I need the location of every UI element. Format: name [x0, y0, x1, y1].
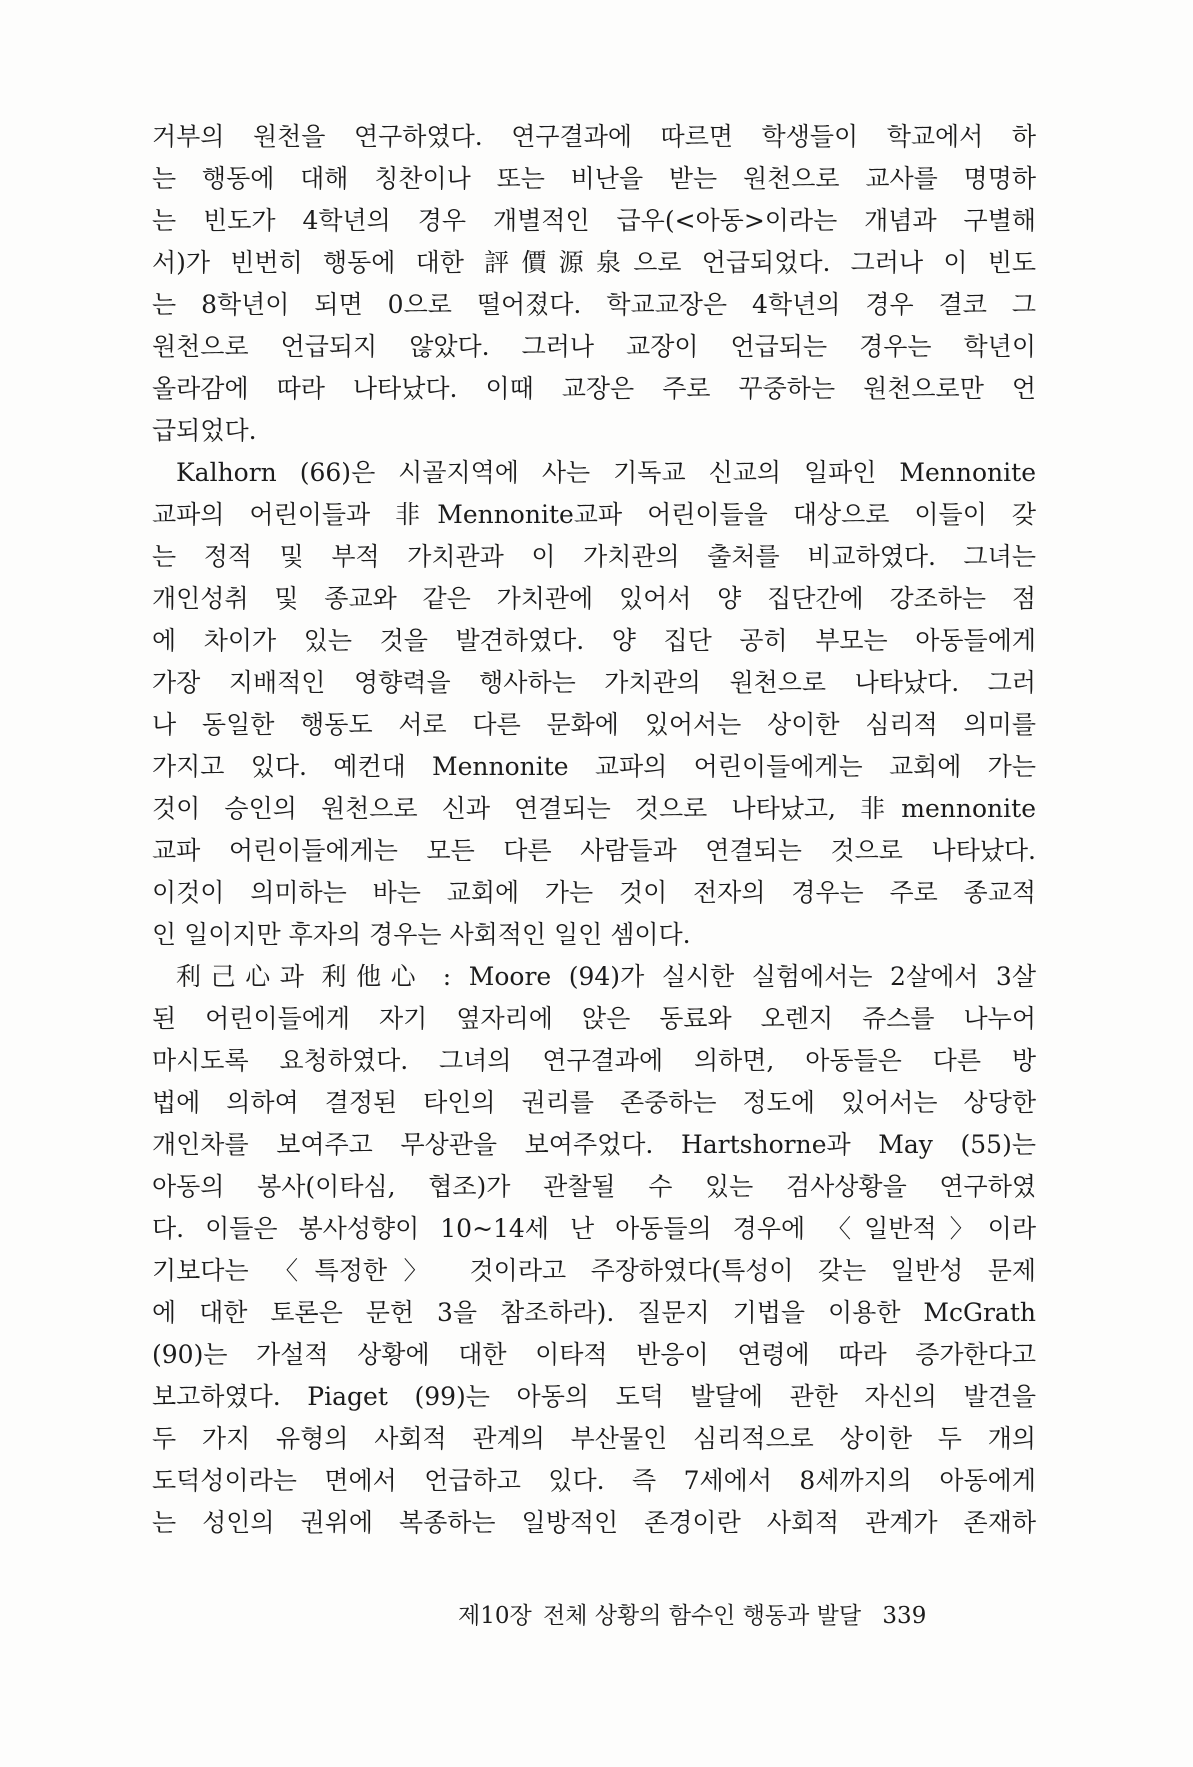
footer-title: 전체 상황의 함수인 행동과 발달	[543, 1603, 862, 1629]
text-line: 는 행동에 대해 칭찬이나 또는 비난을 받는 원천으로 교사를 명명하	[152, 164, 1036, 193]
text-line: 마시도록 요청하였다. 그녀의 연구결과에 의하면, 아동들은 다른 방	[152, 1046, 1036, 1075]
body-text	[152, 116, 1036, 1544]
text-line: (90)는 가설적 상황에 대한 이타적 반응이 연령에 따라 증가한다고	[152, 1340, 1036, 1369]
text-line: 는 8학년이 되면 0으로 떨어졌다. 학교교장은 4학년의 경우 결코 그	[152, 290, 1036, 319]
text-line: 서)가 빈번히 행동에 대한 評價源泉으로 언급되었다. 그러나 이 빈도	[152, 248, 1036, 277]
text-line: 는 빈도가 4학년의 경우 개별적인 급우(<아동>이라는 개념과 구별해	[152, 206, 1036, 235]
text-line: 교파 어린이들에게는 모든 다른 사람들과 연결되는 것으로 나타났다.	[152, 836, 1036, 865]
text-line: 원천으로 언급되지 않았다. 그러나 교장이 언급되는 경우는 학년이	[152, 332, 1036, 361]
text-line: 것이 승인의 원천으로 신과 연결되는 것으로 나타났고, 非mennonite	[152, 794, 1036, 823]
text-line: 가지고 있다. 예컨대 Mennonite 교파의 어린이들에게는 교회에 가는	[152, 752, 1036, 781]
text-line: 개인차를 보여주고 무상관을 보여주었다. Hartshorne과 May (55)는	[152, 1130, 1036, 1159]
running-footer	[458, 1597, 926, 1630]
text-line: 인 일이지만 후자의 경우는 사회적인 일인 셈이다.	[152, 920, 691, 949]
text-line: 에 차이가 있는 것을 발견하였다. 양 집단 공히 부모는 아동들에게	[152, 626, 1036, 655]
text-line: Kalhorn (66)은 시골지역에 사는 기독교 신교의 일파인 Mennonite	[176, 458, 1036, 487]
text-line: 교파의 어린이들과 非Mennonite교파 어린이들을 대상으로 이들이 갖	[152, 500, 1036, 529]
footer-chapter: 제10장	[458, 1603, 532, 1629]
text-line: 올라감에 따라 나타났다. 이때 교장은 주로 꾸중하는 원천으로만 언	[152, 374, 1036, 403]
text-line: 된 어린이들에게 자기 옆자리에 앉은 동료와 오렌지 쥬스를 나누어	[152, 1004, 1036, 1033]
text-line: 도덕성이라는 면에서 언급하고 있다. 즉 7세에서 8세까지의 아동에게	[152, 1466, 1036, 1495]
text-line: 에 대한 토론은 문헌 3을 참조하라). 질문지 기법을 이용한 McGrath	[152, 1298, 1036, 1327]
text-line: 개인성취 및 종교와 같은 가치관에 있어서 양 집단간에 강조하는 점	[152, 584, 1036, 613]
text-line: 두 가지 유형의 사회적 관계의 부산물인 심리적으로 상이한 두 개의	[152, 1424, 1036, 1453]
text-line: 급되었다.	[152, 416, 257, 445]
text-line: 기보다는 〈특정한〉 것이라고 주장하였다(특성이 갖는 일반성 문제	[152, 1256, 1036, 1285]
text-line: 거부의 원천을 연구하였다. 연구결과에 따르면 학생들이 학교에서 하	[152, 122, 1036, 151]
text-line: 는 성인의 권위에 복종하는 일방적인 존경이란 사회적 관계가 존재하	[152, 1508, 1036, 1537]
text-line: 이것이 의미하는 바는 교회에 가는 것이 전자의 경우는 주로 종교적	[152, 878, 1036, 907]
text-line: 보고하였다. Piaget (99)는 아동의 도덕 발달에 관한 자신의 발견을	[152, 1382, 1036, 1411]
page-number: 339	[882, 1603, 927, 1629]
text-line: 가장 지배적인 영향력을 행사하는 가치관의 원천으로 나타났다. 그러	[152, 668, 1036, 697]
text-line: 나 동일한 행동도 서로 다른 문화에 있어서는 상이한 심리적 의미를	[152, 710, 1036, 739]
text-line: 利己心과 利他心 : Moore (94)가 실시한 실험에서는 2살에서 3살	[176, 962, 1036, 991]
text-line: 다. 이들은 봉사성향이 10~14세 난 아동들의 경우에 〈일반적〉이라	[152, 1214, 1036, 1243]
text-line: 아동의 봉사(이타심, 협조)가 관찰될 수 있는 검사상황을 연구하였	[152, 1172, 1036, 1201]
text-line: 법에 의하여 결정된 타인의 권리를 존중하는 정도에 있어서는 상당한	[152, 1088, 1036, 1117]
text-line: 는 정적 및 부적 가치관과 이 가치관의 출처를 비교하였다. 그녀는	[152, 542, 1036, 571]
